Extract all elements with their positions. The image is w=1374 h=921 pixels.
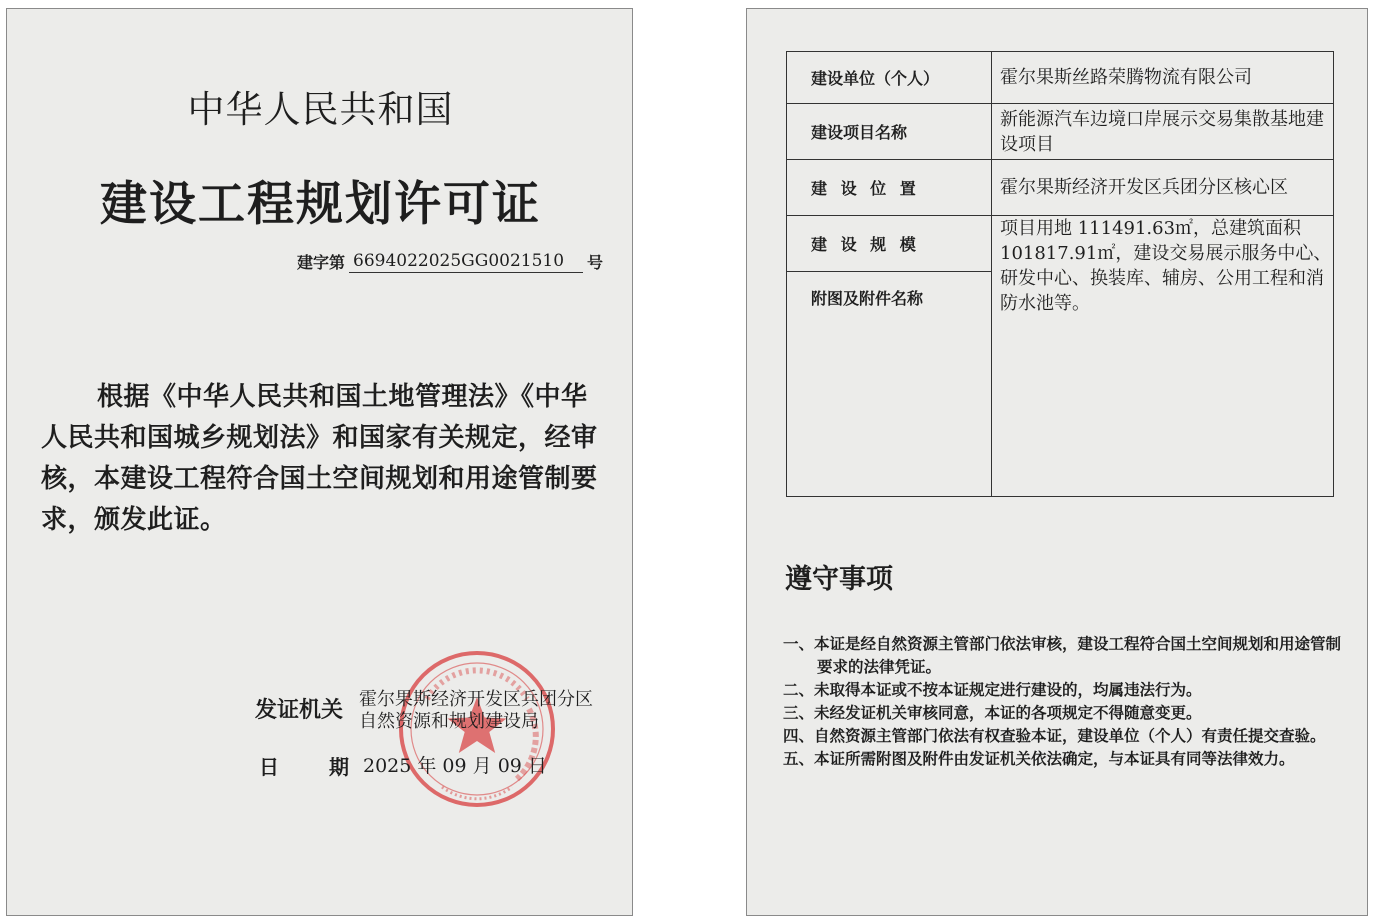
list-item: 二、未取得本证或不按本证规定进行建设的，均属违法行为。: [783, 681, 1202, 699]
row-key-location: 建 设 位 置: [787, 160, 992, 216]
issuer-name-line1: 霍尔果斯经济开发区兵团分区: [359, 689, 593, 710]
row-key-attachments: 附图及附件名称: [787, 272, 992, 497]
table-row: [787, 160, 1334, 216]
date-label: [259, 751, 349, 780]
list-item: 三、未经发证机关审核同意，本证的各项规定不得随意变更。: [783, 704, 1202, 722]
list-item: 一、本证是经自然资源主管部门依法审核，建设工程符合国土空间规划和用途管制要求的法律凭证。: [783, 635, 1342, 676]
date-label-char-2: 期: [329, 755, 349, 779]
permit-number: 6694022025GG0021510: [349, 250, 583, 273]
notes-title: 遵守事项: [785, 564, 893, 595]
row-key-project-name: 建设项目名称: [787, 104, 992, 160]
permit-number-line: [297, 250, 617, 273]
date-label-char-1: 日: [259, 755, 279, 779]
issue-date: 2025 年 09 月 09 日: [363, 755, 547, 777]
list-item: 四、自然资源主管部门依法有权查验本证，建设单位（个人）有责任提交查验。: [783, 727, 1326, 745]
certificate-right-page: [746, 8, 1368, 916]
permit-prefix: 建字第: [297, 253, 346, 272]
list-item: 五、本证所需附图及附件由发证机关依法确定，与本证具有同等法律效力。: [783, 750, 1295, 768]
row-value-scale: 项目用地 111491.63㎡，总建筑面积 101817.91㎡，建设交易展示服务中心、研发中心、换装库、辅房、公用工程和消防水池等。: [992, 216, 1334, 497]
issuer-name: [359, 689, 634, 733]
issuer-label: 发证机关: [255, 698, 344, 723]
row-value-location: 霍尔果斯经济开发区兵团分区核心区: [992, 160, 1334, 216]
country-name: 中华人民共和国: [187, 88, 454, 131]
row-key-builder: 建设单位（个人）: [787, 52, 992, 104]
project-info-table: [786, 51, 1334, 497]
table-row: [787, 104, 1334, 160]
certificate-title: 建设工程规划许可证: [100, 177, 541, 232]
legal-basis-text: 根据《中华人民共和国土地管理法》《中华人民共和国城乡规划法》和国家有关规定，经审核，本建设工程符合国土空间规划和用途管制要求，颁发此证。: [41, 382, 598, 535]
table-row: [787, 216, 1334, 272]
row-value-project-name: 新能源汽车边境口岸展示交易集散基地建设项目: [992, 104, 1334, 160]
table-row: [787, 52, 1334, 104]
row-key-scale: 建 设 规 模: [787, 216, 992, 272]
permit-suffix: 号: [587, 253, 604, 272]
notes-list: [783, 633, 1343, 771]
certificate-left-page: [6, 8, 633, 916]
row-value-builder: 霍尔果斯丝路荣腾物流有限公司: [992, 52, 1334, 104]
issuer-name-line2: 自然资源和规划建设局: [359, 711, 539, 732]
